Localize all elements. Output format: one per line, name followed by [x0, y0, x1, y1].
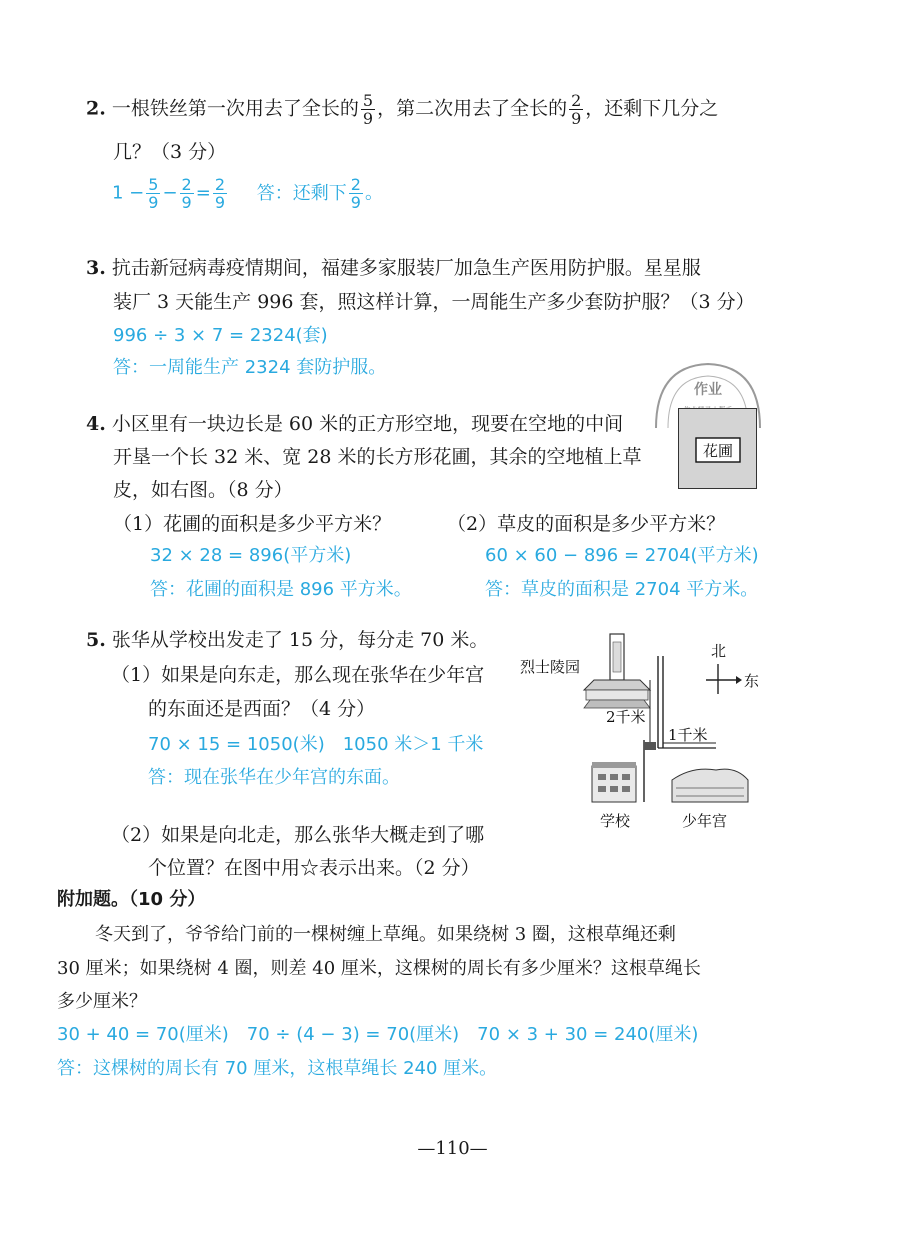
q2-text-c: ，还剩下几分之 — [585, 97, 719, 120]
youth-palace-icon — [672, 769, 748, 802]
q2-line1 — [86, 92, 718, 127]
map-dist-1km-label: 1千米 — [668, 726, 708, 744]
q2-ans-frac-3 — [213, 176, 227, 211]
q5-sub1-answer-calc: 70 × 15 = 1050(米) 1050 米＞1 千米 — [148, 734, 484, 755]
q2-line2: 几？（3 分） — [113, 141, 227, 163]
q4-text-1: 小区里有一块边长是 60 米的正方形空地，现要在空地的中间 — [111, 413, 624, 435]
q2-ans-frac1-num: 5 — [148, 175, 159, 194]
q5-number: 5. — [86, 629, 106, 651]
compass-east-label: 东 — [744, 672, 760, 690]
bonus-line1: 冬天到了，爷爷给门前的一棵树缠上草绳。如果绕树 3 圈，这根草绳还剩 — [95, 924, 676, 945]
compass-north-label: 北 — [711, 642, 727, 660]
map-memorial-label: 烈士陵园 — [520, 658, 581, 676]
q2-fraction-2 — [569, 92, 583, 127]
page-number: —110— — [417, 1138, 488, 1159]
q2-number: 2. — [86, 97, 106, 120]
q5-map — [516, 630, 764, 836]
memorial-icon — [584, 634, 650, 708]
q4-sub2: （2）草皮的面积是多少平方米？ — [447, 513, 726, 535]
q2-ans-frac4-den: 9 — [350, 193, 361, 212]
q5-sub1-answer-text: 答：现在张华在少年宫的东面。 — [148, 767, 400, 788]
q2-ans-a: 1 − — [112, 182, 145, 204]
q2-ans-d: 答：还剩下 — [256, 182, 347, 204]
q4-sub1-answer-text: 答：花圃的面积是 896 平方米。 — [150, 579, 412, 600]
q3-number: 3. — [86, 257, 106, 279]
q2-ans-b: − — [162, 182, 178, 204]
q3-line2: 装厂 3 天能生产 996 套，照这样计算，一周能生产多少套防护服？（3 分） — [113, 291, 755, 313]
school-icon — [592, 762, 636, 802]
q2-frac2-numerator: 2 — [571, 91, 582, 110]
q5-sub1-line2: 的东面还是西面？（4 分） — [148, 698, 376, 720]
bonus-answer-text: 答：这棵树的周长有 70 厘米，这根草绳长 240 厘米。 — [57, 1058, 498, 1079]
q2-text-b: ，第二次用去了全长的 — [377, 97, 568, 120]
q4-sub2-answer-text: 答：草皮的面积是 2704 平方米。 — [485, 579, 759, 600]
q2-frac1-denominator: 9 — [362, 109, 374, 128]
q4-line3: 皮，如右图。（8 分） — [113, 479, 293, 501]
bonus-answer-calc: 30 + 40 = 70(厘米) 70 ÷ (4 − 3) = 70(厘米) 70 × 3 + 30 = 240(厘米) — [57, 1024, 699, 1045]
q2-ans-frac3-num: 2 — [214, 175, 226, 194]
q5-sub1-line1: （1）如果是向东走，那么现在张华在少年宫 — [111, 664, 485, 686]
q2-ans-frac3-den: 9 — [214, 193, 226, 212]
q2-ans-frac-2 — [180, 176, 194, 211]
q2-frac1-numerator: 5 — [362, 91, 374, 110]
q4-line1 — [86, 412, 623, 436]
q4-sub1-answer-calc: 32 × 28 = 896(平方米) — [150, 545, 352, 566]
q2-ans-frac-4 — [349, 176, 363, 211]
q4-flowerbed-label: 花圃 — [702, 442, 734, 460]
q4-sub1: （1）花圃的面积是多少平方米？ — [113, 513, 392, 535]
q2-ans-frac2-num: 2 — [181, 175, 192, 194]
q5-sub2-line2: 个位置？在图中用☆表示出来。（2 分） — [148, 857, 480, 879]
q2-ans-frac-1 — [146, 176, 160, 211]
q3-answer-text: 答：一周能生产 2324 套防护服。 — [113, 357, 387, 378]
q3-answer-calc: 996 ÷ 3 × 7 = 2324(套) — [113, 325, 328, 346]
q4-sub2-answer-calc: 60 × 60 − 896 = 2704(平方米) — [485, 545, 759, 566]
q2-ans-c: = — [195, 182, 211, 204]
q3-line1 — [86, 256, 701, 280]
q2-ans-frac4-num: 2 — [350, 175, 361, 194]
q2-ans-e: 。 — [364, 182, 383, 204]
bonus-line2: 30 厘米；如果绕树 4 圈，则差 40 厘米，这棵树的周长有多少厘米？这根草绳长 — [57, 958, 701, 979]
q2-ans-frac1-den: 9 — [148, 193, 159, 212]
q2-answer — [112, 176, 383, 211]
q4-line2: 开垦一个长 32 米、宽 28 米的长方形花圃，其余的空地植上草 — [113, 446, 642, 468]
bonus-line3: 多少厘米？ — [57, 991, 147, 1012]
map-youth-palace-label: 少年宫 — [682, 812, 728, 830]
map-school-label: 学校 — [600, 812, 631, 830]
q2-frac2-denominator: 9 — [571, 109, 582, 128]
bonus-title: 附加题。（10 分） — [57, 889, 206, 910]
q5-line1 — [86, 628, 488, 652]
q2-fraction-1 — [361, 92, 375, 127]
q5-sub2-line1: （2）如果是向北走，那么张华大概走到了哪 — [111, 824, 485, 846]
stamp-top-text: 作业 — [694, 382, 722, 398]
q4-number: 4. — [86, 413, 106, 435]
q2-ans-frac2-den: 9 — [181, 193, 192, 212]
q4-square-figure — [678, 408, 758, 490]
map-dist-2km-label: 2千米 — [606, 708, 646, 726]
q3-text-1: 抗击新冠病毒疫情期间，福建多家服装厂加急生产医用防护服。星星服 — [111, 257, 701, 279]
q5-text-1: 张华从学校出发走了 15 分，每分走 70 米。 — [111, 629, 489, 651]
q2-text-a: 一根铁丝第一次用去了全长的 — [111, 97, 359, 120]
flag-icon — [644, 740, 656, 802]
compass-icon — [706, 664, 742, 694]
